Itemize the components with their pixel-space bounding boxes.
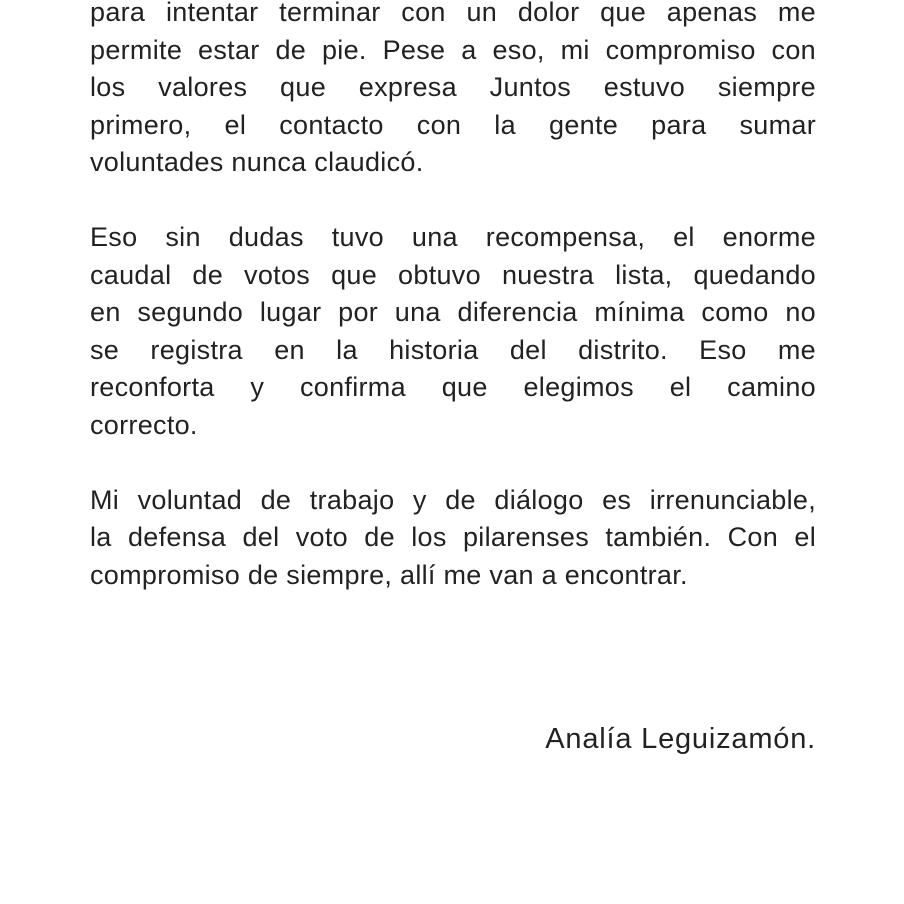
paragraph-2	[90, 219, 816, 444]
text-line: caudal de votos que obtuvo nuestra lista, quedando	[90, 259, 816, 290]
letter-body	[90, 0, 816, 632]
text-line: en segundo lugar por una diferencia mínima como no	[90, 297, 816, 327]
text-line: para intentar terminar con un dolor que apenas me	[90, 0, 816, 27]
text-line: la defensa del voto de los pilarenses también. Con el	[90, 522, 816, 552]
text-line: correcto.	[90, 409, 198, 440]
text-line: permite estar de pie. Pese a eso, mi compromiso con	[90, 34, 816, 65]
text-line: los valores que expresa Juntos estuvo siempre	[90, 72, 816, 102]
text-line: Mi voluntad de trabajo y de diálogo es irrenunciable,	[90, 484, 816, 515]
signature: Analía Leguizamón.	[545, 723, 816, 755]
text-line: se registra en la historia del distrito. Eso me	[90, 334, 816, 365]
paragraph-3	[90, 482, 816, 595]
text-line: voluntades nunca claudicó.	[90, 147, 424, 177]
text-line: primero, el contacto con la gente para sumar	[90, 109, 816, 140]
text-line: reconforta y confirma que elegimos el camino	[90, 372, 816, 402]
text-line: compromiso de siempre, allí me van a encontrar.	[90, 559, 688, 590]
text-line: Eso sin dudas tuvo una recompensa, el enorme	[90, 222, 816, 252]
paragraph-1	[90, 0, 816, 182]
